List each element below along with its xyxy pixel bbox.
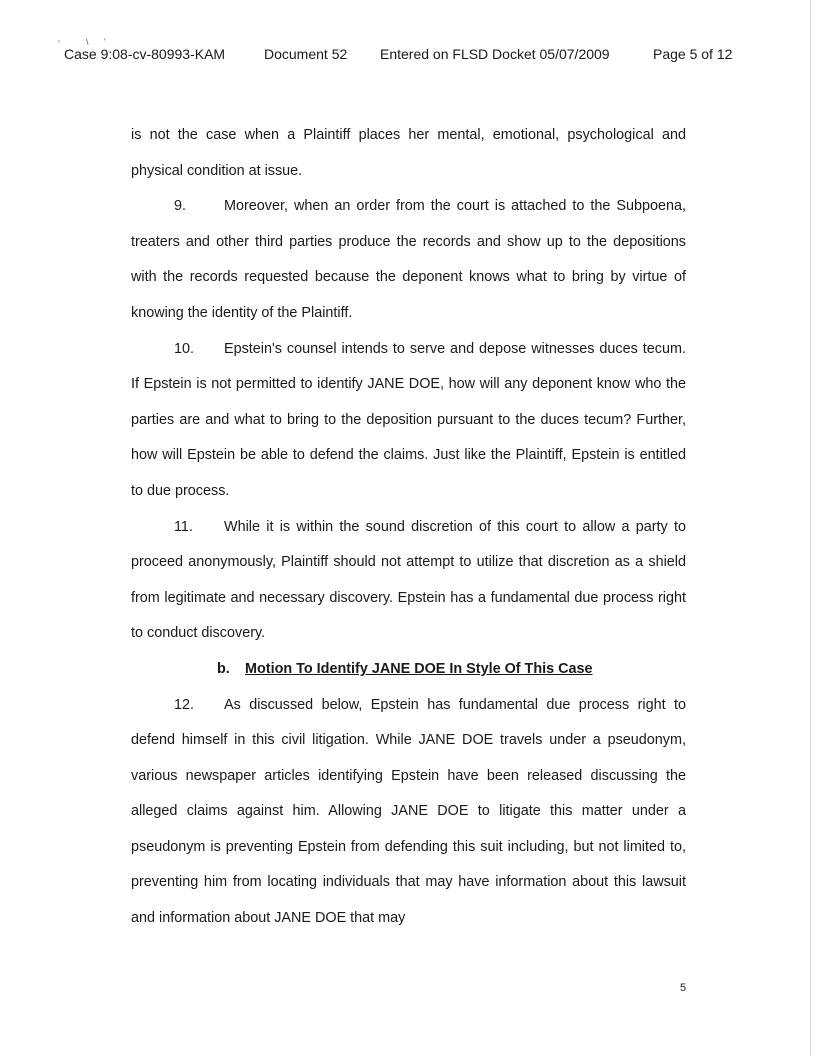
paragraph-text: As discussed below, Epstein has fundamental due process right to defend himself in this civil litigation. While JANE DOE travels under a pseudonym, various newspaper articles identifying Epstein have been released discussing the alleged claims against him. Allowing JANE DOE to litigate this matter under a pseudonym is preventing Epstein from defending this suit including, but not limited to, preventing him from locating individuals that may have information about this lawsuit and information about JANE DOE that may <box>131 696 686 927</box>
paragraph-number: 10. <box>174 340 195 357</box>
paragraph-number: 12. <box>174 696 195 713</box>
paragraph-text: Moreover, when an order from the court is attached to the Subpoena, treaters and other third parties produce the records and show up to the depositions with the records requested because the deponent knows what to bring by virtue of knowing the identity of the Plaintiff. <box>131 198 686 321</box>
page-header <box>64 46 754 66</box>
header-case-number: Case 9:08-cv-80993-KAM <box>64 46 226 62</box>
header-document-number: Document 52 <box>264 46 348 62</box>
document-body <box>131 118 686 937</box>
paragraph-text: While it is within the sound discretion of this court to allow a party to proceed anonymously, Plaintiff should not attempt to utilize that discretion as a shield from legitimate and necessary discovery. Epstein has a fundamental due process right to conduct discovery. <box>131 518 686 642</box>
section-title: Motion To Identify JANE DOE In Style Of This Case <box>245 660 593 677</box>
scan-artifact-mark: ' <box>58 39 60 49</box>
scan-artifact-mark: ' <box>104 37 106 47</box>
paragraph-number: 11. <box>174 518 193 535</box>
scan-artifact-mark: \ <box>86 37 89 47</box>
header-page-count: Page 5 of 12 <box>653 46 733 62</box>
section-letter: b. <box>217 660 230 677</box>
paragraph-12 <box>131 688 686 937</box>
paragraph-10 <box>131 332 686 510</box>
paragraph-number: 9. <box>174 198 187 215</box>
paragraph-9 <box>131 189 686 331</box>
paragraph-11 <box>131 510 686 652</box>
paragraph-text: Epstein's counsel intends to serve and depose witnesses duces tecum. If Epstein is not permitted to identify JANE DOE, how will any deponent know who the parties are and what to bring to the deposition pursuant to the duces tecum? Further, how will Epstein be able to defend the claims. Just like the Plaintiff, Epstein is entitled to due process. <box>131 340 686 499</box>
scan-edge-line <box>810 0 811 1056</box>
header-docket-entry: Entered on FLSD Docket 05/07/2009 <box>380 46 610 62</box>
paragraph-continued: is not the case when a Plaintiff places her mental, emotional, psychological and physical condition at issue. <box>131 127 686 179</box>
section-heading <box>131 652 686 688</box>
page-number: 5 <box>680 982 687 994</box>
